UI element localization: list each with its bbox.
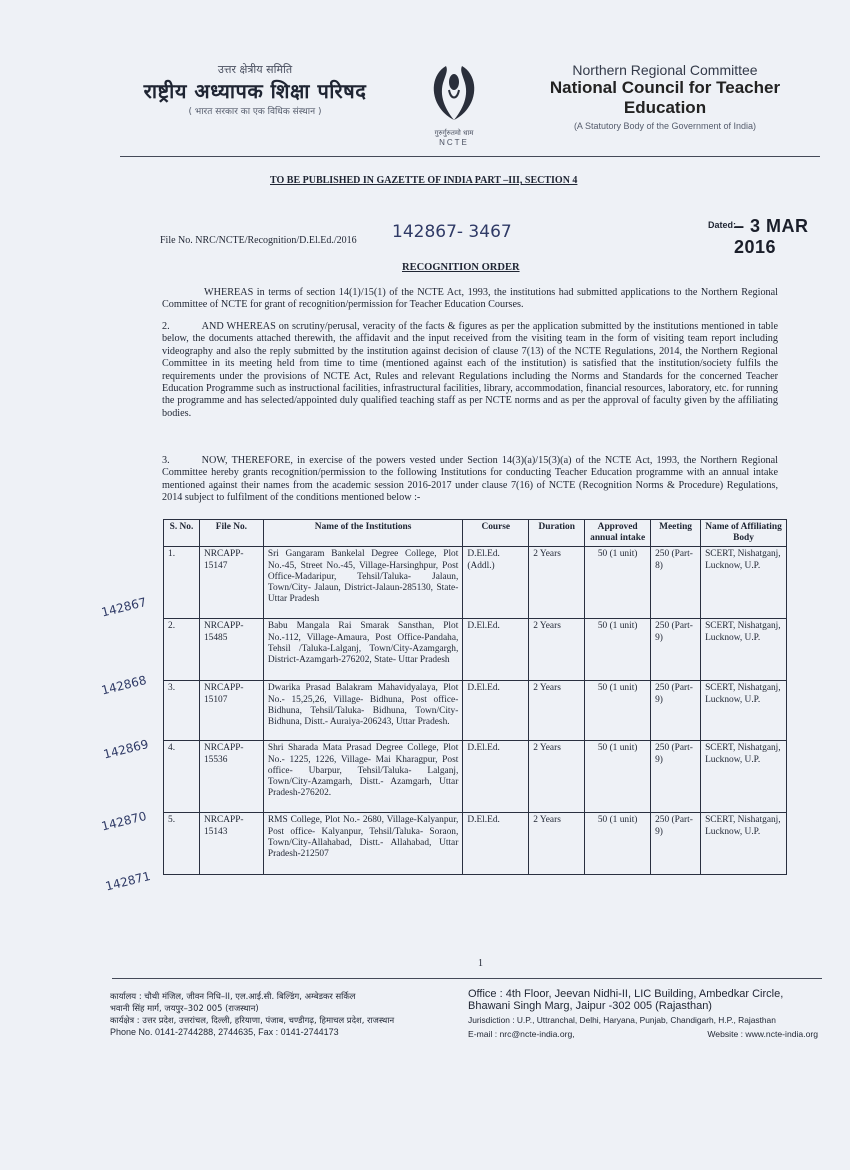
paragraph-3-text: NOW, THEREFORE, in exercise of the powers vested under Section 14(3)(a)/15(3)(a) of the NCTE Act, 1993, the Northern Regional Committee hereby grants recognition/permission to the following Institutions for conducting Teacher Education programme with an annual intake mentioned against their names from the academic session 2016-2017 under clause 7(16) of NCTE (Recognition Norms & Procedure) Regulations, 2014 subject to fulfilment of the conditions mentioned below :- (162, 455, 778, 504)
cell-duration: 2 Years (529, 813, 585, 875)
cell-name: Sri Gangaram Bankelal Degree College, Plot No.-45, Street No.-45, Village-Harsinghpur, Post Office-Madaripur, Tehsil/Taluka- Jalaun, Town/City- Jalaun, District-Jalaun-285130, State- Uttar Pradesh (263, 547, 462, 619)
gazette-heading: TO BE PUBLISHED IN GAZETTE OF INDIA PART –III, SECTION 4 (270, 175, 578, 186)
footer-jurisdiction: Jurisdiction : U.P., Uttranchal, Delhi, Haryana, Punjab, Chandigarh, H.P., Rajasthan (468, 1015, 776, 1025)
cell-name: Babu Mangala Rai Smarak Sansthan, Plot No.-112, Village-Amaura, Post Office-Pandaha, Tehsil /Taluka-Lalganj, Town/City-Azamgargh, District-Azamgarh-276202, State- Uttar Pradesh (263, 619, 462, 681)
footer-phone: Phone No. 0141-2744288, 2744635, Fax : 0141-2744173 (110, 1027, 339, 1037)
cell-course: D.El.Ed. (463, 813, 529, 875)
cell-duration: 2 Years (529, 547, 585, 619)
col-header-course: Course (463, 520, 529, 547)
col-header-sno: S. No. (164, 520, 200, 547)
cell-course: D.El.Ed. (Addl.) (463, 547, 529, 619)
cell-course: D.El.Ed. (463, 741, 529, 813)
col-header-name: Name of the Institutions (263, 520, 462, 547)
institutions-table (163, 519, 787, 875)
ncte-logo (422, 60, 486, 147)
cell-name: RMS College, Plot No.- 2680, Village-Kalyanpur, Post office- Kalyanpur, Tehsil/Taluka- Soraon, Town/City-Allahabad, Distt.- Allahabad, Uttar Pradesh-212507 (263, 813, 462, 875)
cell-meeting: 250 (Part-9) (651, 619, 701, 681)
cell-duration: 2 Years (529, 619, 585, 681)
footer-divider (112, 978, 822, 979)
paragraph-1-text: WHEREAS in terms of section 14(1)/15(1) of the NCTE Act, 1993, the institutions had submitted applications to the Northern Regional Committee of NCTE for grant of recognition/permission for Teacher Education Courses. (162, 287, 778, 311)
cell-course: D.El.Ed. (463, 681, 529, 741)
cell-body: SCERT, Nishatganj, Lucknow, U.P. (701, 619, 787, 681)
header-divider (120, 156, 820, 157)
english-council-title: National Council for Teacher Education (549, 78, 781, 117)
table-row (164, 619, 787, 681)
margin-number: 142869 (102, 736, 150, 762)
col-header-body: Name of Affiliating Body (701, 520, 787, 547)
dated-label: Dated: (708, 220, 737, 230)
footer-hindi (110, 990, 470, 1038)
ncte-emblem-icon (424, 60, 484, 124)
cell-intake: 50 (1 unit) (585, 547, 651, 619)
order-title: RECOGNITION ORDER (402, 262, 520, 273)
cell-duration: 2 Years (529, 741, 585, 813)
cell-body: SCERT, Nishatganj, Lucknow, U.P. (701, 681, 787, 741)
paragraph-1 (162, 287, 778, 312)
cell-body: SCERT, Nishatganj, Lucknow, U.P. (701, 741, 787, 813)
footer-office: Office : 4th Floor, Jeevan Nidhi-II, LIC Building, Ambedkar Circle, (468, 988, 784, 1000)
cell-course: D.El.Ed. (463, 619, 529, 681)
handwritten-file-suffix: 142867- 3467 (392, 222, 512, 242)
footer-hindi-office-2: भवानी सिंह मार्ग, जयपुर–302 005 (राजस्थान) (110, 1003, 259, 1013)
cell-meeting: 250 (Part-9) (651, 681, 701, 741)
cell-name: Shri Sharada Mata Prasad Degree College, Plot No.- 1225, 1226, Village- Mai Kharagpur, Post office- Ubarpur, Tehsil/Taluka- Lalganj, Town/City-Azamgarh, Distt.- Azamgarh, Uttar Pradesh-276202. (263, 741, 462, 813)
cell-sno: 5. (164, 813, 200, 875)
cell-intake: 50 (1 unit) (585, 813, 651, 875)
english-header (515, 62, 815, 131)
cell-meeting: 250 (Part-8) (651, 547, 701, 619)
col-header-intake: Approved annual intake (585, 520, 651, 547)
hindi-committee: उत्तर क्षेत्रीय समिति (217, 63, 293, 76)
paragraph-3-number: 3. (162, 455, 170, 466)
cell-meeting: 250 (Part-9) (651, 741, 701, 813)
footer-contact (468, 1029, 818, 1039)
table-header-row (164, 520, 787, 547)
logo-caption: NCTE (439, 138, 469, 147)
english-committee: Northern Regional Committee (572, 62, 758, 78)
cell-name: Dwarika Prasad Balakram Mahavidyalaya, Plot No.- 15,25,26, Village- Bidhuna, Post office- Bidhuna, Tehsil/Taluka- Bidhuna, Town/City- Bidhuna, Distt.- Auraiya-206243, Uttar Pradesh. (263, 681, 462, 741)
hindi-header (110, 62, 400, 117)
page-number: 1 (478, 958, 483, 969)
cell-intake: 50 (1 unit) (585, 619, 651, 681)
cell-sno: 4. (164, 741, 200, 813)
hindi-council-title: राष्ट्रीय अध्यापक शिक्षा परिषद (143, 79, 367, 103)
cell-body: SCERT, Nishatganj, Lucknow, U.P. (701, 547, 787, 619)
cell-intake: 50 (1 unit) (585, 681, 651, 741)
file-number: File No. NRC/NCTE/Recognition/D.El.Ed./2016 (160, 235, 357, 246)
margin-number: 142868 (100, 672, 148, 698)
english-subtitle: (A Statutory Body of the Government of India) (573, 121, 757, 131)
cell-meeting: 250 (Part-9) (651, 813, 701, 875)
margin-number: 142867 (100, 594, 148, 620)
margin-number: 142870 (100, 808, 148, 834)
cell-sno: 1. (164, 547, 200, 619)
date-stamp: – 3 MAR 2016 (734, 216, 809, 257)
cell-file: NRCAPP-15147 (199, 547, 263, 619)
hindi-subtitle: ( भारत सरकार का एक विधिक संस्थान ) (188, 107, 322, 117)
margin-number: 142871 (104, 868, 152, 894)
cell-file: NRCAPP-15536 (199, 741, 263, 813)
footer-website: Website : www.ncte-india.org (707, 1029, 818, 1039)
paragraph-2-text: AND WHEREAS on scrutiny/perusal, veracity of the facts & figures as per the application submitted by the institutions mentioned in table below, the documents attached therewith, the affidavit and the input received from the visiting team in the form of visiting team report including videography and also the reply submitted by the institution against decision of clause 7(13) of the NCTE Regulations, 2014, the Northern Regional Committee in its meeting held from time to time (mentioned against each of the institution) is satisfied that the institution/society fulfils the requirements under the provisions of NCTE Act, Rules and relevant Regulations including the Norms and Standards for the concerned Teacher Education Programme such as instructional facilities, infrastructural facilities, library, accommodation, financial resources, laboratory, etc. for running the programme and has selected/appointed duly qualified teaching staff as per NCTE norms and as per the approval of faculty given by the affiliating bodies. (162, 321, 778, 419)
footer-english (468, 988, 828, 1039)
col-header-file: File No. (199, 520, 263, 547)
table-row (164, 813, 787, 875)
paragraph-2 (162, 321, 778, 420)
table-row (164, 741, 787, 813)
cell-sno: 3. (164, 681, 200, 741)
cell-file: NRCAPP-15107 (199, 681, 263, 741)
cell-file: NRCAPP-15485 (199, 619, 263, 681)
footer-email: E-mail : nrc@ncte-india.org, (468, 1029, 575, 1039)
footer-office-2: Bhawani Singh Marg, Jaipur -302 005 (Rajasthan) (468, 1000, 712, 1012)
paragraph-2-number: 2. (162, 321, 170, 332)
cell-intake: 50 (1 unit) (585, 741, 651, 813)
col-header-meeting: Meeting (651, 520, 701, 547)
cell-sno: 2. (164, 619, 200, 681)
paragraph-3 (162, 455, 778, 505)
col-header-duration: Duration (529, 520, 585, 547)
cell-file: NRCAPP-15143 (199, 813, 263, 875)
logo-motto: गुरुर्गुरुतमो धाम (434, 129, 474, 137)
footer-hindi-office: कार्यालय : चौथी मंजिल, जीवन निधि–II, एल.आई.सी. बिल्डिंग, अम्बेडकर सर्किल (110, 991, 356, 1001)
table-row (164, 681, 787, 741)
cell-duration: 2 Years (529, 681, 585, 741)
footer-hindi-jurisdiction: कार्यक्षेत्र : उत्तर प्रदेश, उत्तरांचल, दिल्ली, हरियाणा, पंजाब, चण्डीगढ़, हिमाचल प्रदेश, राजस्थान (110, 1015, 395, 1025)
table-row (164, 547, 787, 619)
cell-body: SCERT, Nishatganj, Lucknow, U.P. (701, 813, 787, 875)
